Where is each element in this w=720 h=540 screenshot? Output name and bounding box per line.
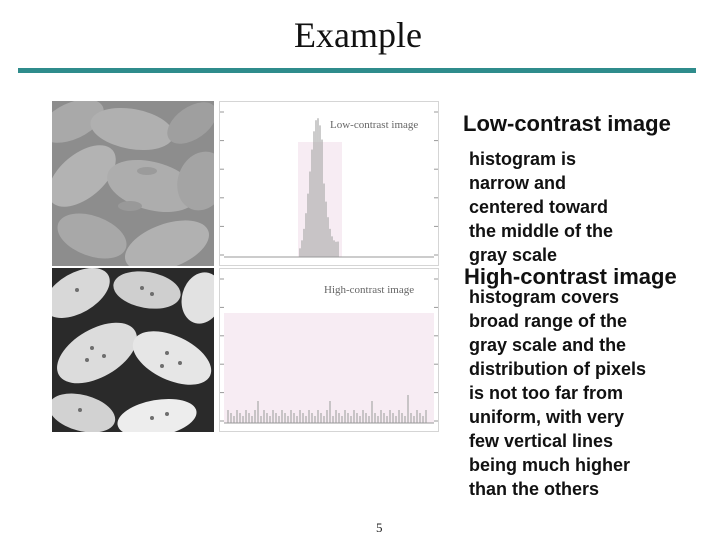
- high-contrast-photo: [52, 268, 214, 432]
- low-contrast-heading: Low-contrast image: [463, 111, 671, 136]
- description-line: histogram is: [469, 149, 577, 169]
- description-line: gray scale and the: [469, 335, 627, 355]
- description-line: being much higher: [469, 455, 631, 475]
- low-contrast-histogram: [219, 101, 439, 266]
- histogram-range-fill: [224, 313, 434, 423]
- low-contrast-description: [469, 147, 613, 267]
- high-contrast-description: [469, 285, 646, 501]
- low-contrast-histogram-caption: Low-contrast image: [330, 119, 419, 131]
- description-line: is not too far from: [469, 383, 623, 403]
- description-line: histogram covers: [469, 287, 620, 307]
- description-line: gray scale: [469, 245, 558, 265]
- description-line: broad range of the: [469, 311, 628, 331]
- description-line: few vertical lines: [469, 431, 614, 451]
- description-line: centered toward: [469, 197, 609, 217]
- high-contrast-heading: High-contrast image: [464, 264, 677, 289]
- page-number: 5: [376, 520, 383, 535]
- slide-title: Example: [294, 15, 422, 55]
- description-line: narrow and: [469, 173, 567, 193]
- description-line: uniform, with very: [469, 407, 625, 427]
- description-line: distribution of pixels: [469, 359, 647, 379]
- title-divider: [18, 68, 696, 73]
- description-line: than the others: [469, 479, 600, 499]
- high-contrast-histogram-caption: High-contrast image: [324, 284, 415, 296]
- high-contrast-histogram: [219, 268, 439, 432]
- description-line: the middle of the: [469, 221, 613, 241]
- low-contrast-photo: [52, 101, 214, 266]
